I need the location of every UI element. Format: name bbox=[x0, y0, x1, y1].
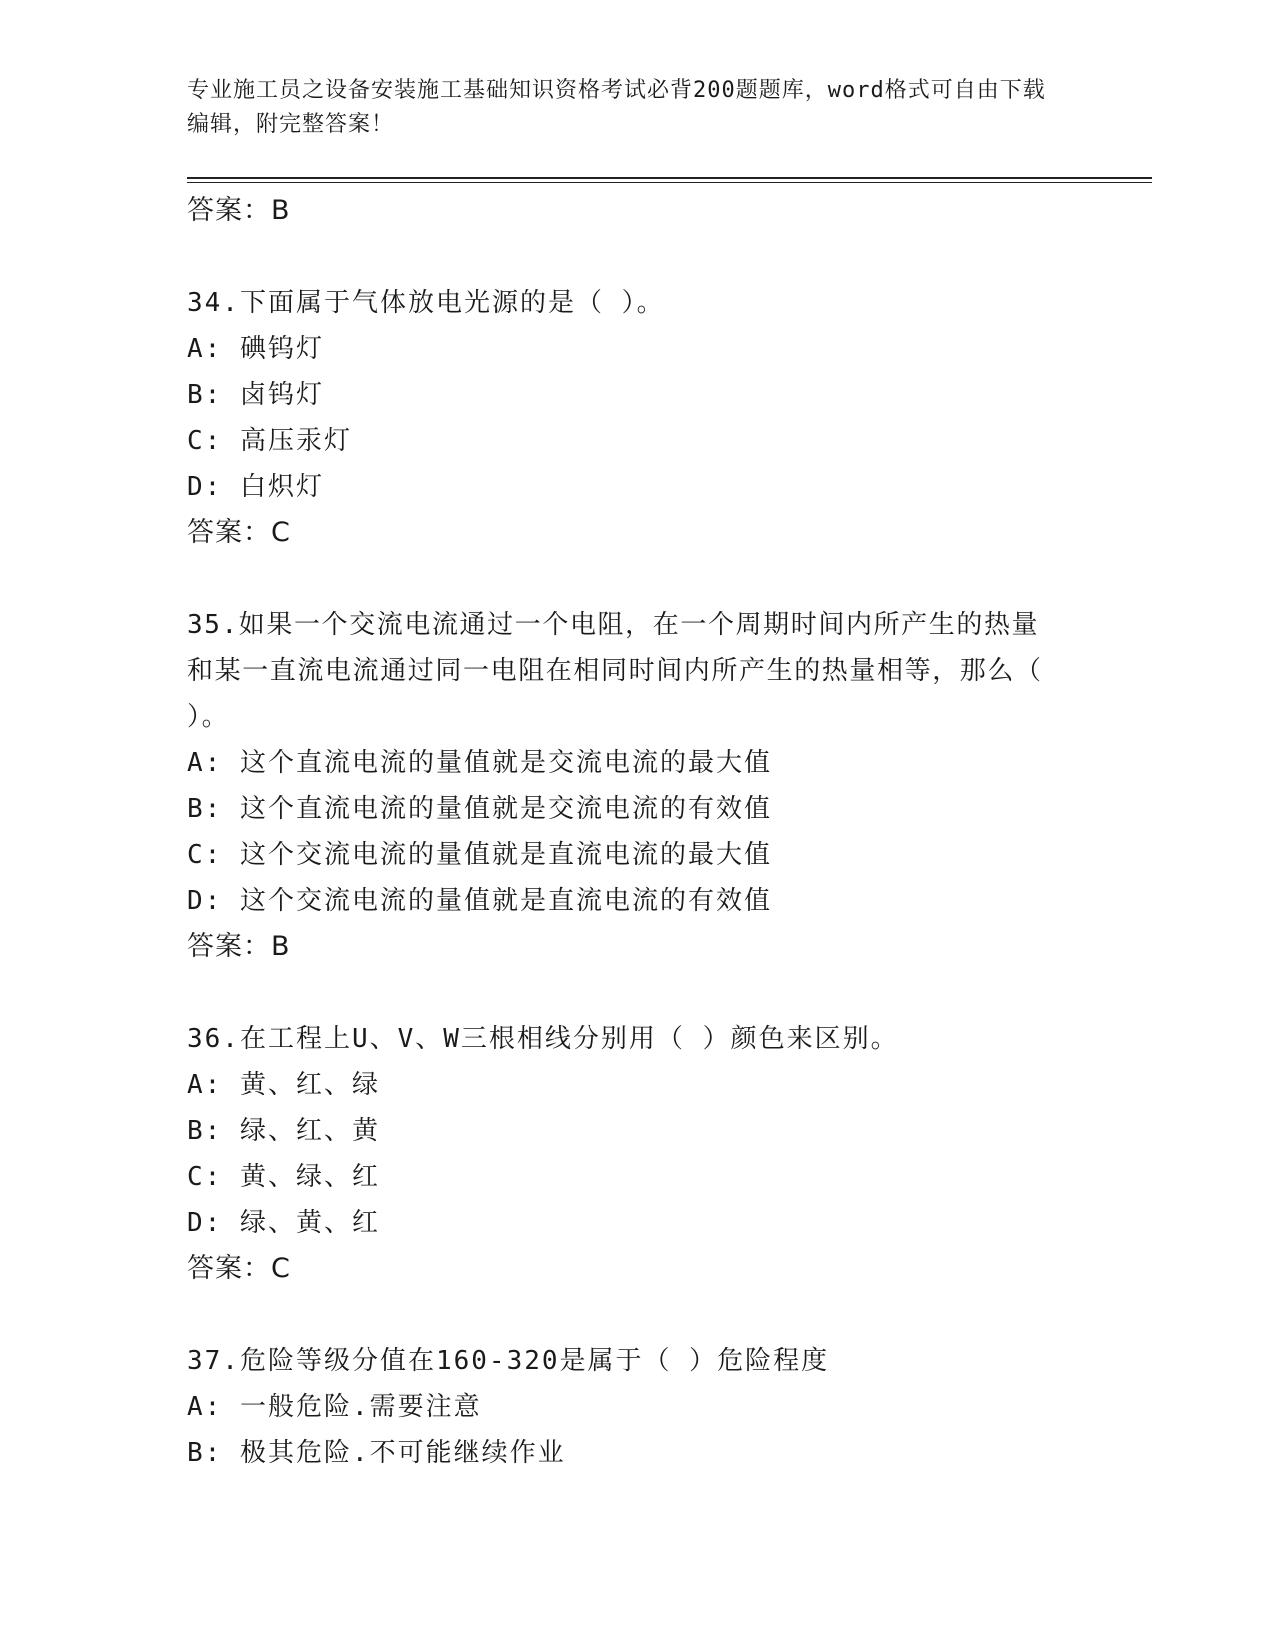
question-34 bbox=[187, 280, 1087, 556]
question-stem: 37.危险等级分值在160-320是属于（ ）危险程度 bbox=[187, 1346, 830, 1376]
option-d: D: 白炽灯 bbox=[187, 472, 324, 502]
question-stem: 34.下面属于气体放电光源的是（ ）。 bbox=[187, 288, 665, 318]
answer-line bbox=[187, 188, 1087, 234]
answer-value: B bbox=[271, 195, 291, 226]
option-a: A: 碘钨灯 bbox=[187, 334, 324, 364]
document-header: 专业施工员之设备安装施工基础知识资格考试必背200题题库，word格式可自由下载编辑，附完整答案！ bbox=[187, 78, 1046, 137]
option-c: C: 黄、绿、红 bbox=[187, 1162, 380, 1192]
answer-label: 答案： bbox=[187, 517, 271, 548]
option-a: A: 这个直流电流的量值就是交流电流的最大值 bbox=[187, 748, 772, 778]
answer-line bbox=[187, 1246, 1087, 1292]
option-c: C: 这个交流电流的量值就是直流电流的最大值 bbox=[187, 840, 772, 870]
answer-value: B bbox=[271, 931, 291, 962]
option-c: C: 高压汞灯 bbox=[187, 426, 352, 456]
header-divider-thin bbox=[187, 182, 1152, 183]
question-35 bbox=[187, 602, 1060, 970]
option-a: A: 一般危险.需要注意 bbox=[187, 1392, 482, 1422]
option-b: B: 绿、红、黄 bbox=[187, 1116, 380, 1146]
answer-line bbox=[187, 510, 1087, 556]
answer-line bbox=[187, 924, 1057, 970]
answer-value: C bbox=[271, 1253, 291, 1284]
answer-label: 答案： bbox=[187, 195, 271, 226]
question-list bbox=[187, 188, 1087, 1476]
answer-value: C bbox=[271, 517, 291, 548]
option-d: D: 绿、黄、红 bbox=[187, 1208, 380, 1238]
option-b: B: 极其危险.不可能继续作业 bbox=[187, 1438, 566, 1468]
question-stem: 35.如果一个交流电流通过一个电阻，在一个周期时间内所产生的热量和某一直流电流通过同一电阻在相同时间内所产生的热量相等，那么（ ）。 bbox=[187, 610, 1060, 732]
option-a: A: 黄、红、绿 bbox=[187, 1070, 380, 1100]
answer-label: 答案： bbox=[187, 931, 271, 962]
question-36 bbox=[187, 1016, 1087, 1292]
header-divider bbox=[187, 177, 1152, 179]
question-37 bbox=[187, 1338, 1087, 1476]
option-d: D: 这个交流电流的量值就是直流电流的有效值 bbox=[187, 886, 772, 916]
option-b: B: 这个直流电流的量值就是交流电流的有效值 bbox=[187, 794, 772, 824]
option-b: B: 卤钨灯 bbox=[187, 380, 324, 410]
question-stem: 36.在工程上U、V、W三根相线分别用（ ）颜色来区别。 bbox=[187, 1024, 899, 1054]
answer-label: 答案： bbox=[187, 1253, 271, 1284]
